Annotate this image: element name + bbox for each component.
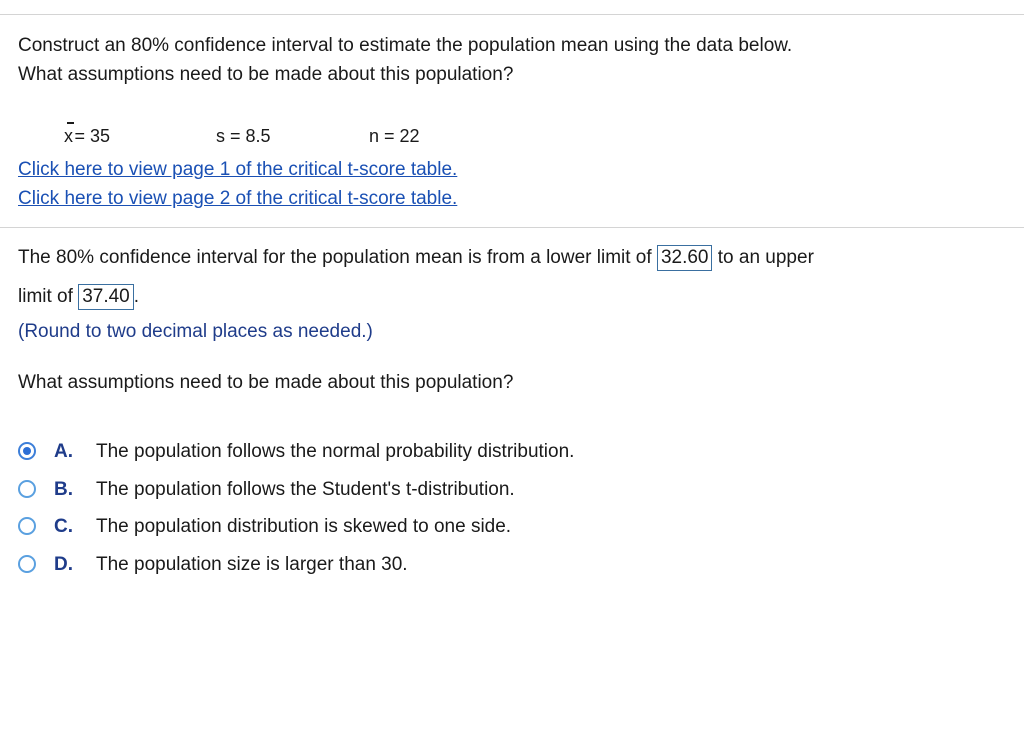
question-line-2: What assumptions need to be made about this population? bbox=[18, 64, 514, 85]
t-table-page-2-link[interactable]: Click here to view page 2 of the critical t-score table. bbox=[18, 188, 458, 209]
radio-icon[interactable] bbox=[18, 480, 36, 498]
lower-limit-input[interactable]: 32.60 bbox=[657, 245, 713, 271]
rounding-hint: (Round to two decimal places as needed.) bbox=[18, 321, 373, 342]
option-letter: D. bbox=[54, 554, 73, 575]
answer-text-between: to an upper bbox=[717, 247, 814, 268]
section-divider bbox=[0, 227, 1024, 228]
top-divider bbox=[0, 14, 1024, 15]
answer-line-2 bbox=[18, 284, 139, 310]
upper-limit-input[interactable]: 37.40 bbox=[78, 284, 134, 310]
radio-icon[interactable] bbox=[18, 517, 36, 535]
option-letter: B. bbox=[54, 479, 73, 500]
given-xbar bbox=[64, 124, 110, 148]
given-n: n = 22 bbox=[369, 126, 420, 146]
answer-text-upper: limit of bbox=[18, 286, 73, 307]
option-text: The population follows the normal probability distribution. bbox=[96, 441, 575, 462]
radio-icon[interactable] bbox=[18, 555, 36, 573]
option-text: The population distribution is skewed to one side. bbox=[96, 516, 512, 537]
answer-period: . bbox=[133, 286, 140, 307]
assumption-question: What assumptions need to be made about this population? bbox=[18, 372, 514, 393]
xbar-value: = 35 bbox=[74, 126, 111, 146]
question-line-1: Construct an 80% confidence interval to estimate the population mean using the data below. bbox=[18, 35, 793, 56]
xbar-symbol: x bbox=[64, 126, 73, 146]
answer-line-1 bbox=[18, 245, 814, 271]
answer-text-lower: The 80% confidence interval for the population mean is from a lower limit of bbox=[18, 247, 652, 268]
option-letter: A. bbox=[54, 441, 73, 462]
option-text: The population size is larger than 30. bbox=[96, 554, 408, 575]
option-letter: C. bbox=[54, 516, 73, 537]
given-s: s = 8.5 bbox=[216, 126, 271, 146]
option-text: The population follows the Student's t-distribution. bbox=[96, 479, 515, 500]
t-table-page-1-link[interactable]: Click here to view page 1 of the critical t-score table. bbox=[18, 159, 458, 180]
radio-icon[interactable] bbox=[18, 442, 36, 460]
